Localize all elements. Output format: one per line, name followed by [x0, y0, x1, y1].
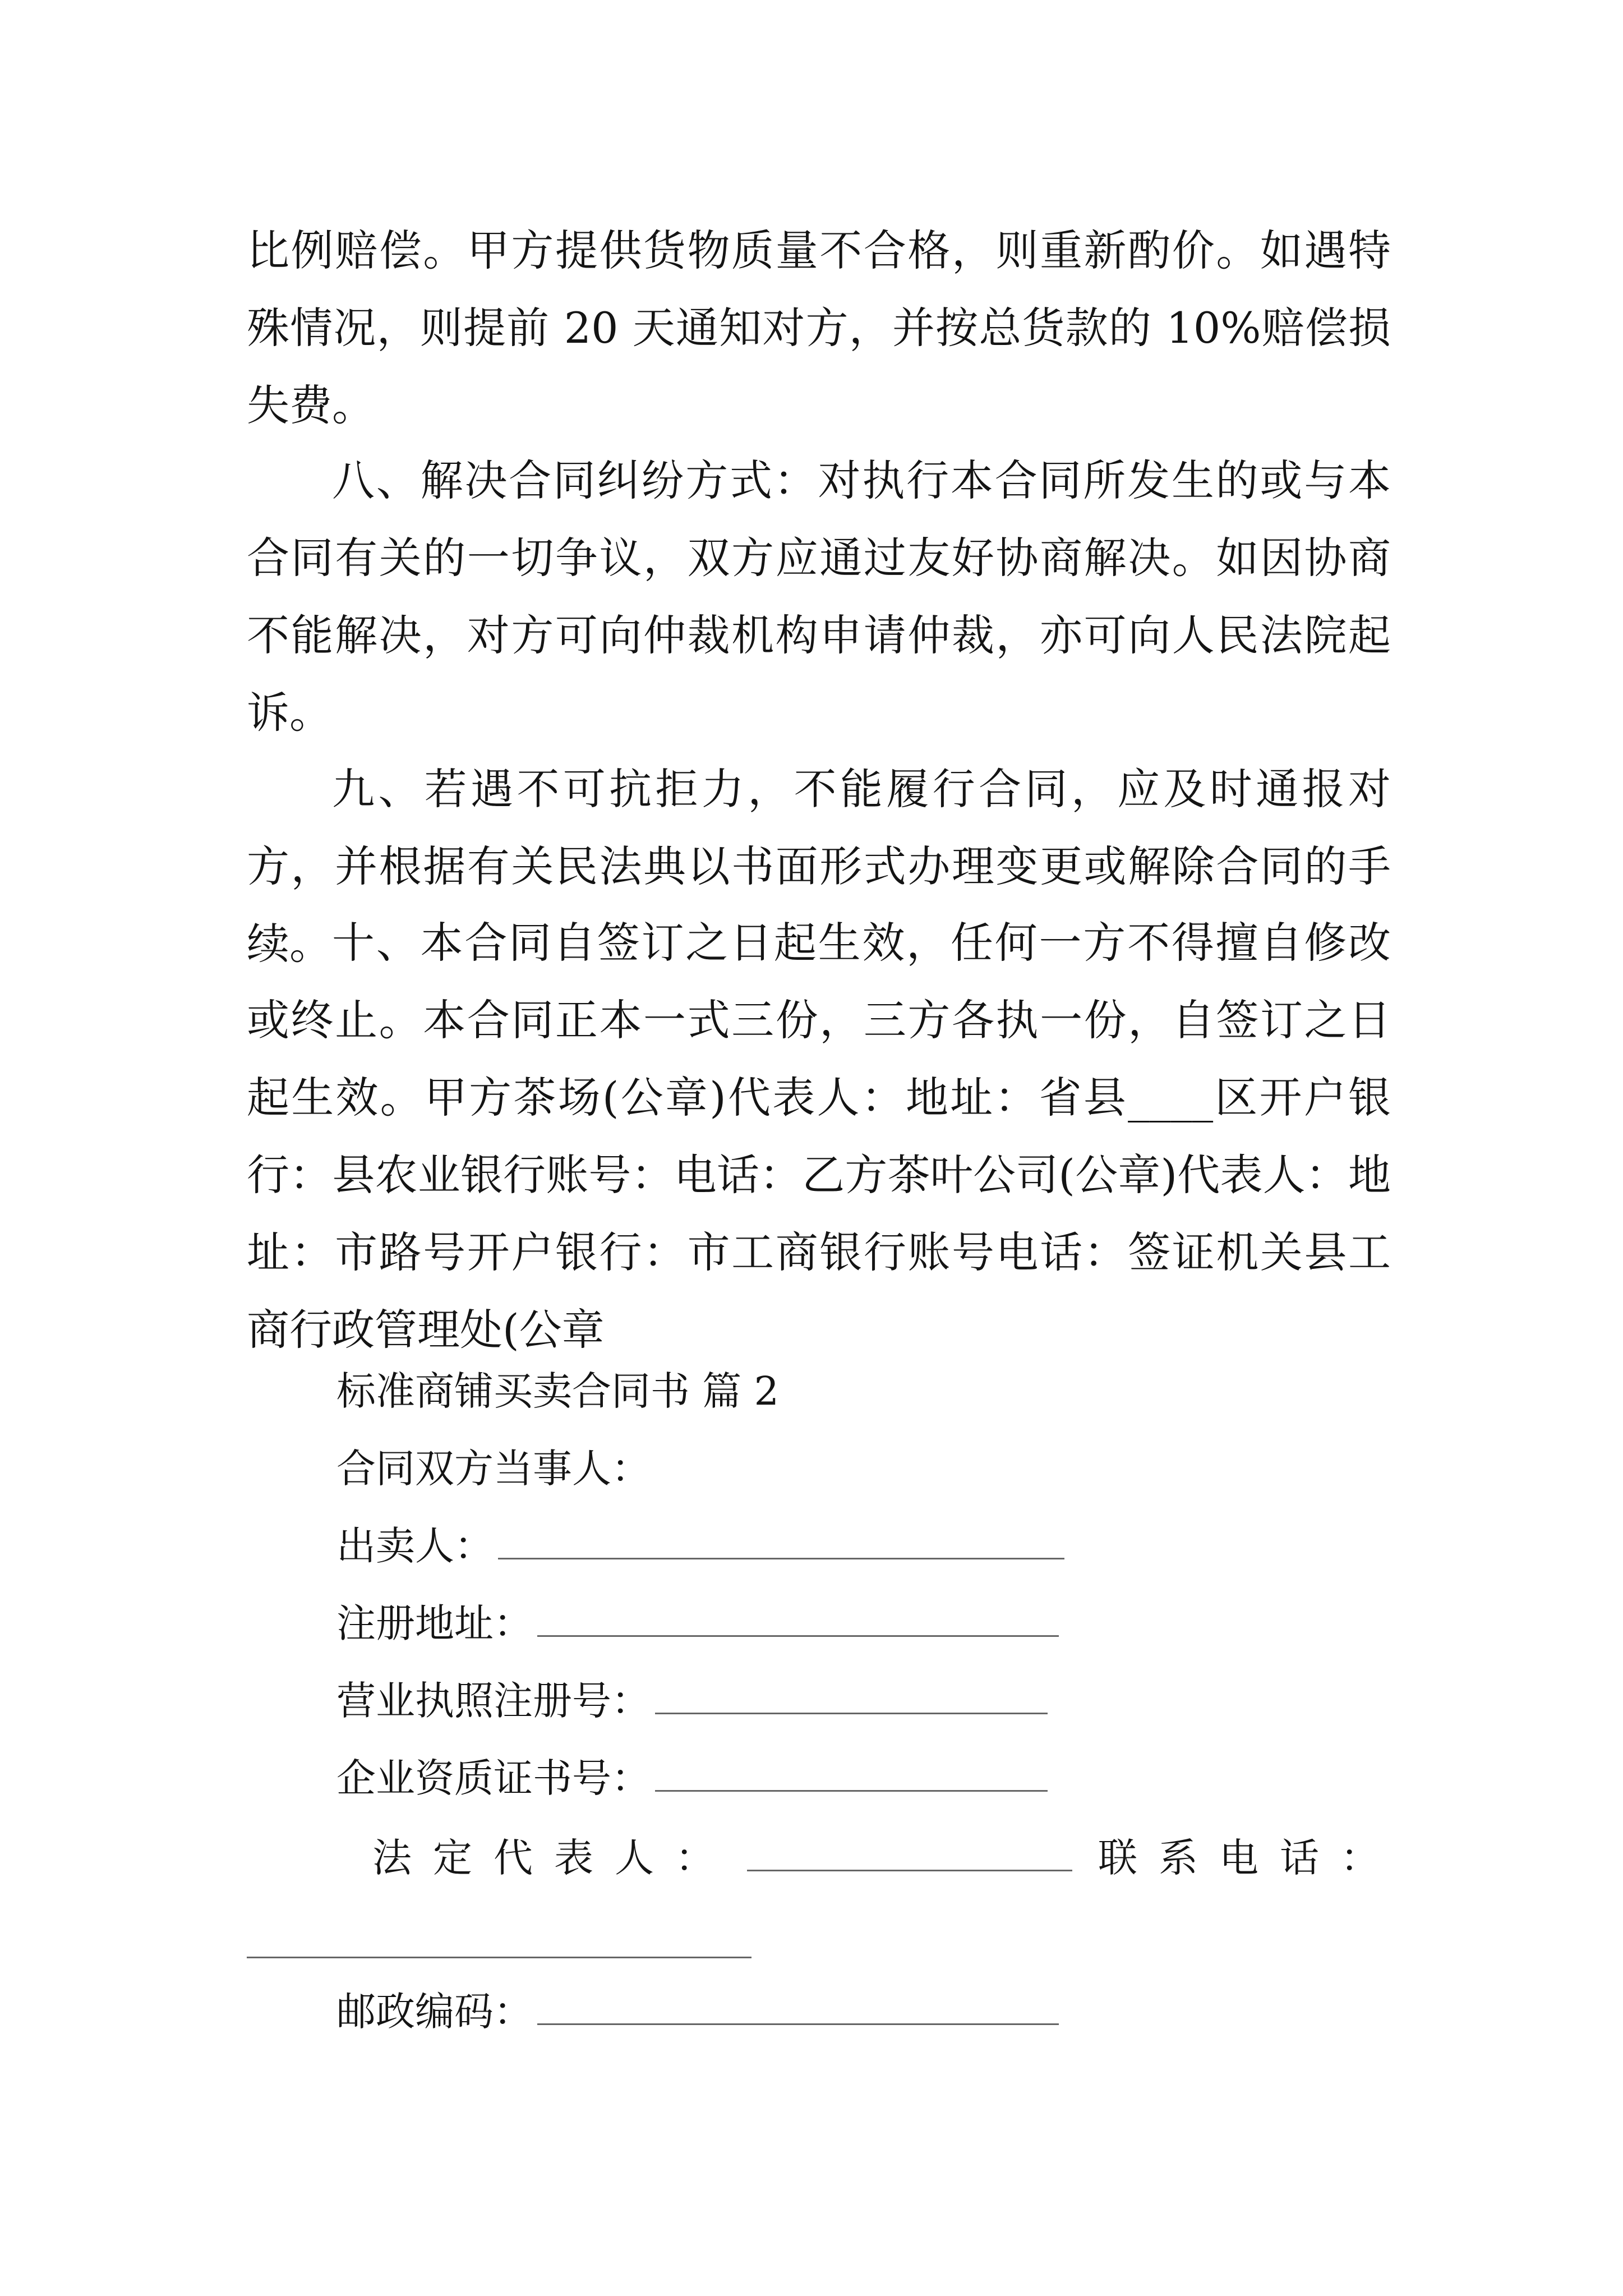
- paragraph-force-majeure: 九、若遇不可抗拒力，不能履行合同，应及时通报对方，并根据有关民法典以书面形式办理变更或解除合同的手续。: [247, 764, 1391, 969]
- section-title: 标准商铺买卖合同书 篇 2: [336, 1368, 780, 1414]
- paragraph-effectiveness: 十、本合同自签订之日起生效，任何一方不得擅自修改或终止。本合同正本一式三份，三方各执一份，自签订之日起生效。甲方茶场(公章)代表人：地址：省县____区开户银行：县农业银行账号：电话：乙方茶叶公司(公章)代表人：地址：市路号开户银行：市工商银行账号电话：签证机关县工商行政管理处(公章: [247, 918, 1391, 1355]
- postcode-row: [336, 1984, 1059, 2040]
- legal-rep-label: 法定代表人：: [372, 1835, 736, 1881]
- parties-label: 合同双方当事人：: [336, 1446, 651, 1492]
- seller-label: 出卖人：: [336, 1523, 494, 1569]
- paragraph-dispute-resolution: 八、解决合同纠纷方式：对执行本合同所发生的或与本合同有关的一切争议，双方应通过友好协商解决。如因协商不能解决，对方可向仲裁机构申请仲裁，亦可向人民法院起诉。: [247, 455, 1391, 738]
- paragraph-compensation: 比例赔偿。甲方提供货物质量不合格，则重新酌价。如遇特殊情况，则提前 20 天通知对方，并按总货款的 10%赔偿损失费。: [247, 226, 1391, 430]
- phone-label: 联系电话：: [1098, 1835, 1401, 1881]
- legal-rep-row: [372, 1830, 1401, 1886]
- license-blank: [655, 1673, 1048, 1714]
- legal-rep-blank: [747, 1830, 1072, 1871]
- qualification-blank: [655, 1751, 1048, 1792]
- postcode-blank: [537, 1984, 1059, 2025]
- address-blank: [537, 1596, 1059, 1637]
- seller-row: [336, 1518, 1064, 1574]
- phone-blank: [247, 1957, 751, 1958]
- address-row: [336, 1595, 1059, 1651]
- license-label: 营业执照注册号：: [336, 1678, 651, 1724]
- qualification-label: 企业资质证书号：: [336, 1755, 651, 1801]
- postcode-label: 邮政编码：: [336, 1989, 533, 2035]
- address-label: 注册地址：: [336, 1600, 533, 1646]
- license-row: [336, 1673, 1048, 1729]
- seller-blank: [498, 1519, 1064, 1559]
- qualification-row: [336, 1750, 1048, 1806]
